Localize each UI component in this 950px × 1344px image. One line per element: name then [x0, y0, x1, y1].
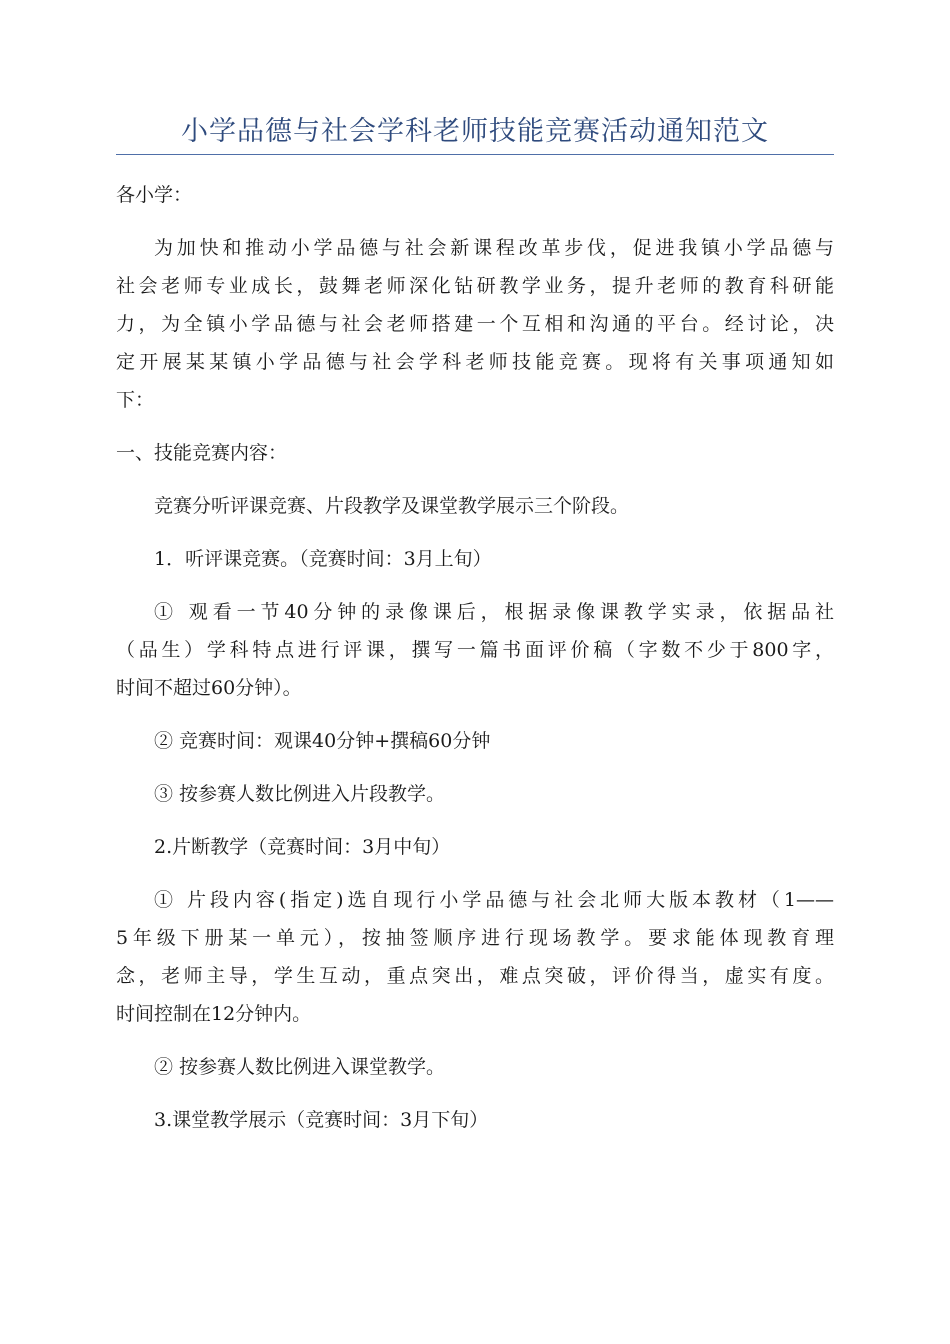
item2-point2: ② 按参赛人数比例进入课堂教学。: [154, 1056, 446, 1078]
point-line: ① 观看一节40分钟的录像课后，根据录像课教学实录，依据品社: [154, 601, 834, 623]
item-heading: 1．听评课竞赛。（竞赛时间：3月上旬）: [154, 548, 492, 570]
intro-line: 力，为全镇小学品德与社会老师搭建一个互相和沟通的平台。经讨论，决: [116, 313, 834, 335]
item2-point1: [116, 881, 834, 1033]
intro-line: 定开展某某镇小学品德与社会学科老师技能竞赛。现将有关事项通知如: [116, 351, 834, 373]
item-heading: 2.片断教学（竞赛时间：3月中旬）: [154, 836, 451, 858]
document-body: [116, 176, 834, 1154]
salutation: 各小学：: [116, 184, 193, 206]
intro-line: 为加快和推动小学品德与社会新课程改革步伐，促进我镇小学品德与: [154, 237, 834, 259]
point-line: 5年级下册某一单元），按抽签顺序进行现场教学。要求能体现教育理: [116, 927, 834, 949]
point-line: 时间不超过60分钟）。: [116, 677, 302, 699]
document-title: 小学品德与社会学科老师技能竞赛活动通知范文: [181, 116, 769, 147]
section-intro: 竞赛分听评课竞赛、片段教学及课堂教学展示三个阶段。: [154, 495, 630, 517]
point-line: （品生）学科特点进行评课，撰写一篇书面评价稿（字数不少于800字，: [116, 639, 834, 661]
intro-paragraph: [116, 229, 834, 419]
title-underline: [116, 154, 834, 155]
item1-point2: ② 竞赛时间：观课40分钟+撰稿60分钟: [154, 730, 491, 752]
item-heading: 3.课堂教学展示（竞赛时间：3月下旬）: [154, 1109, 489, 1131]
section-heading: 一、技能竞赛内容：: [116, 442, 288, 464]
intro-line: 社会老师专业成长，鼓舞老师深化钻研教学业务，提升老师的教育科研能: [116, 275, 834, 297]
item1-point1: [116, 593, 834, 707]
point-line: ① 片段内容(指定)选自现行小学品德与社会北师大版本教材（1——: [154, 889, 834, 911]
item1-point3: ③ 按参赛人数比例进入片段教学。: [154, 783, 446, 805]
intro-line: 下：: [116, 389, 155, 411]
point-line: 念，老师主导，学生互动，重点突出，难点突破，评价得当，虚实有度。: [116, 965, 834, 987]
point-line: 时间控制在12分钟内。: [116, 1003, 312, 1025]
